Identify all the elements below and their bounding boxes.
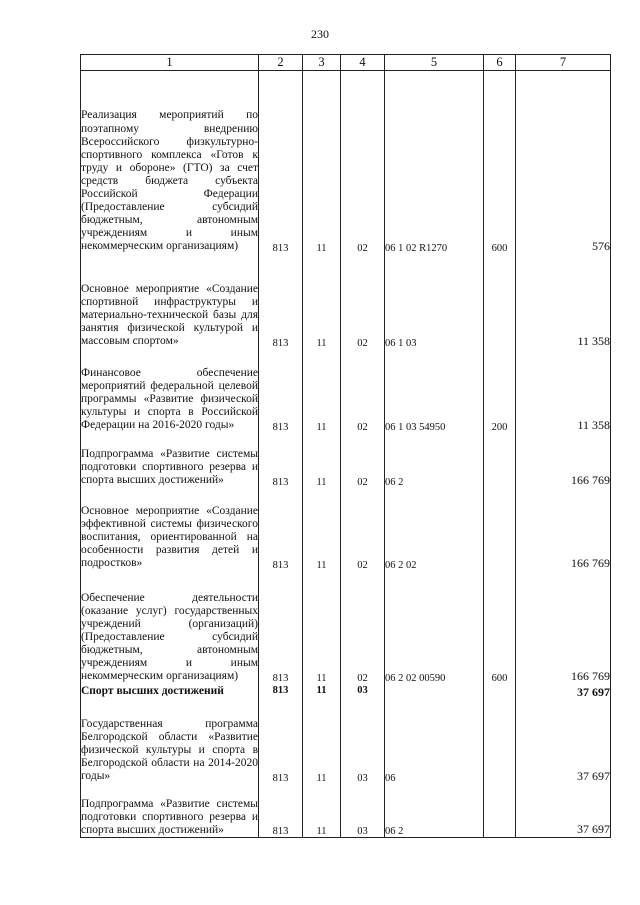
- row-code-ministry: 813: [259, 71, 303, 254]
- table-body: [81, 71, 611, 838]
- column-header: 5: [385, 55, 484, 71]
- row-code-ministry: 813: [259, 684, 303, 700]
- row-code-ministry: 813: [259, 349, 303, 433]
- table-header: [81, 55, 611, 71]
- row-code-target: 06 1 02 R1270: [385, 71, 484, 254]
- row-name: Основное мероприятие «Создание спортивной инфраструктуры и материально-технической базы для занятия физической культурой и массовым спортом»: [81, 254, 259, 349]
- row-code-ministry: 813: [259, 784, 303, 838]
- table-row: [81, 684, 611, 700]
- row-code-target: [385, 684, 484, 700]
- row-code-expense-type: [484, 784, 516, 838]
- column-header: 7: [516, 55, 611, 71]
- row-code-subsection: 02: [341, 254, 385, 349]
- column-header: 6: [484, 55, 516, 71]
- row-amount: 11 358: [516, 254, 611, 349]
- column-header: 2: [259, 55, 303, 71]
- budget-table: [80, 54, 611, 838]
- row-code-section: 11: [303, 784, 341, 838]
- row-name: Спорт высших достижений: [81, 684, 259, 700]
- table-row: [81, 433, 611, 488]
- row-name: Обеспечение деятельности (оказание услуг) государственных учреждений (организаций) (Предоставление субсидий бюджетным, автономным учреждениям и иным некоммерческим организациям): [81, 571, 259, 684]
- row-code-ministry: 813: [259, 433, 303, 488]
- row-code-subsection: 02: [341, 571, 385, 684]
- row-code-section: 11: [303, 684, 341, 700]
- row-code-ministry: 813: [259, 254, 303, 349]
- row-code-expense-type: [484, 684, 516, 700]
- row-code-ministry: 813: [259, 571, 303, 684]
- table-row: [81, 349, 611, 433]
- row-code-subsection: 02: [341, 433, 385, 488]
- row-amount: 166 769: [516, 488, 611, 571]
- row-amount: 11 358: [516, 349, 611, 433]
- row-code-section: 11: [303, 571, 341, 684]
- row-amount: 37 697: [516, 684, 611, 700]
- row-amount: 37 697: [516, 784, 611, 838]
- row-code-subsection: 02: [341, 71, 385, 254]
- row-amount: 166 769: [516, 571, 611, 684]
- row-code-section: 11: [303, 349, 341, 433]
- row-code-expense-type: [484, 700, 516, 784]
- row-code-target: 06: [385, 700, 484, 784]
- row-code-ministry: 813: [259, 700, 303, 784]
- row-code-target: 06 2 02: [385, 488, 484, 571]
- row-code-ministry: 813: [259, 488, 303, 571]
- row-code-expense-type: [484, 254, 516, 349]
- row-code-expense-type: 600: [484, 71, 516, 254]
- column-header: 1: [81, 55, 259, 71]
- row-name: Финансовое обеспечение мероприятий федеральной целевой программы «Развитие физической культуры и спорта в Российской Федерации на 2016-2020 годы»: [81, 349, 259, 433]
- row-name: Подпрограмма «Развитие системы подготовки спортивного резерва и спорта высших достижений»: [81, 784, 259, 838]
- page-number: 230: [311, 27, 329, 41]
- row-code-section: 11: [303, 71, 341, 254]
- row-code-section: 11: [303, 433, 341, 488]
- row-code-target: 06 1 03 54950: [385, 349, 484, 433]
- table-row: [81, 254, 611, 349]
- table-row: [81, 700, 611, 784]
- row-name: Государственная программа Белгородской области «Развитие физической культуры и спорта в Белгородской области на 2014-2020 годы»: [81, 700, 259, 784]
- table-row: [81, 488, 611, 571]
- row-code-target: 06 2: [385, 784, 484, 838]
- table-row: [81, 571, 611, 684]
- column-header: 4: [341, 55, 385, 71]
- row-name: Реализация мероприятий по поэтапному внедрению Всероссийского физкультурно-спортивного комплекса «Готов к труду и обороне» (ГТО) за счет средств бюджета субъекта Российской Федерации (Предоставление субсидий бюджетным, автономным учреждениям и иным некоммерческим организациям): [81, 71, 259, 254]
- header-row: [81, 55, 611, 71]
- row-code-expense-type: 200: [484, 349, 516, 433]
- column-header: 3: [303, 55, 341, 71]
- row-code-subsection: 03: [341, 700, 385, 784]
- row-code-section: 11: [303, 488, 341, 571]
- row-code-target: 06 1 03: [385, 254, 484, 349]
- row-code-expense-type: [484, 433, 516, 488]
- row-code-target: 06 2 02 00590: [385, 571, 484, 684]
- row-code-target: 06 2: [385, 433, 484, 488]
- row-amount: 166 769: [516, 433, 611, 488]
- row-code-subsection: 03: [341, 684, 385, 700]
- row-code-expense-type: [484, 488, 516, 571]
- table-row: [81, 784, 611, 838]
- table-row: [81, 71, 611, 254]
- row-code-subsection: 02: [341, 488, 385, 571]
- row-amount: 37 697: [516, 700, 611, 784]
- row-name: Подпрограмма «Развитие системы подготовки спортивного резерва и спорта высших достижений»: [81, 433, 259, 488]
- row-code-subsection: 03: [341, 784, 385, 838]
- row-code-subsection: 02: [341, 349, 385, 433]
- row-name: Основное мероприятие «Создание эффективной системы физического воспитания, ориентированной на особенности развития детей и подростков»: [81, 488, 259, 571]
- row-code-expense-type: 600: [484, 571, 516, 684]
- row-code-section: 11: [303, 254, 341, 349]
- row-amount: 576: [516, 71, 611, 254]
- row-code-section: 11: [303, 700, 341, 784]
